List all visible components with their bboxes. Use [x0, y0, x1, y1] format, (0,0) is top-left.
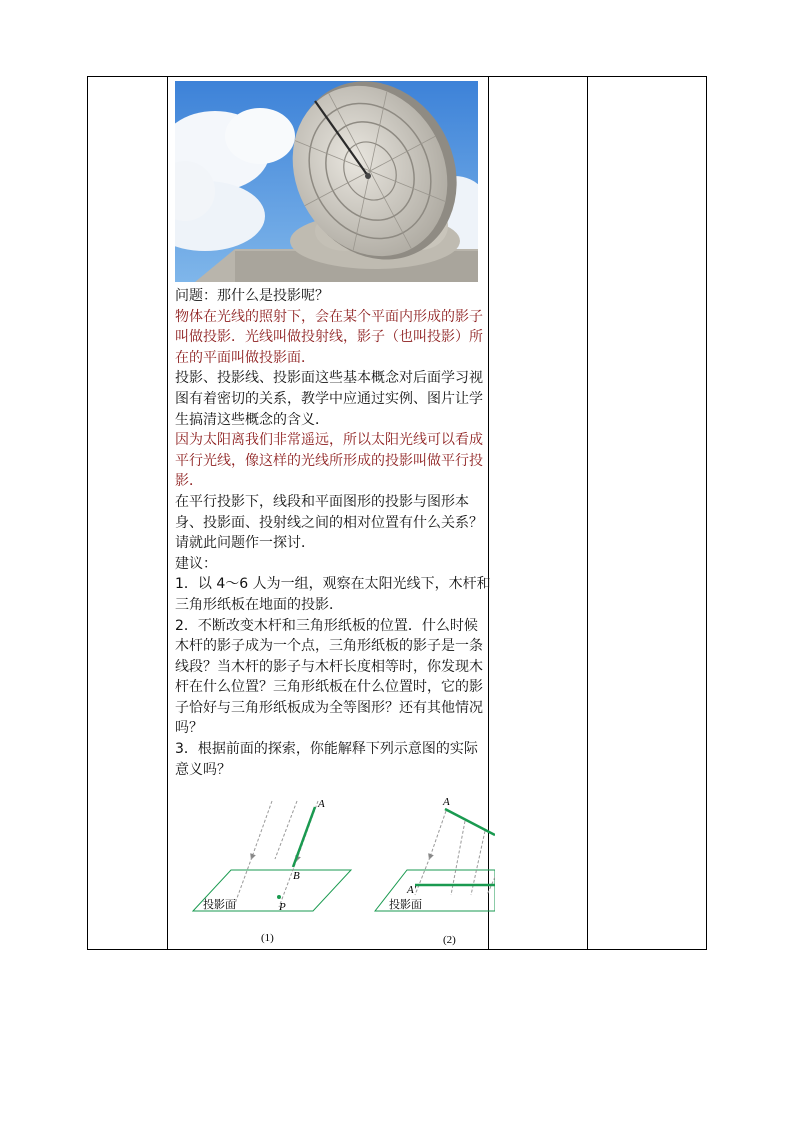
question-line: 问题：那什么是投影呢？	[175, 288, 329, 304]
suggestion-item: 2．不断改变木杆和三角形纸板的位置．什么时候木杆的影子成为一个点，三角形纸板的影子是一条线段？当木杆的影子与木杆长度相等时，你发现木杆在什么位置？三角形纸板在什么位置时，它的影子恰好与三角形纸板成为全等图形？还有其他情况吗？	[175, 617, 483, 737]
column-divider	[167, 77, 168, 949]
column-divider	[587, 77, 588, 949]
label-b: B	[293, 870, 300, 882]
label-a-prime: A′	[407, 884, 417, 896]
figure-caption: (1)	[261, 932, 274, 944]
figure-1	[193, 798, 351, 944]
concept-note: 投影、投影线、投影面这些基本概念对后面学习视图有着密切的关系，教学中应通过实例、图片让学生搞清这些概念的含义．	[175, 370, 483, 428]
suggestion-item: 3．根据前面的探索，你能解释下列示意图的实际意义吗？	[175, 741, 478, 778]
sundial-photo	[175, 81, 478, 282]
parallel-projection-definition: 因为太阳离我们非常遥远，所以太阳光线可以看成平行光线，像这样的光线所形成的投影叫做平行投影．	[175, 432, 483, 490]
suggestion-title: 建议：	[175, 555, 217, 572]
lesson-table	[87, 76, 707, 950]
suggestion-item: 1．以 4～6 人为一组，观察在太阳光线下，木杆和三角形纸板在地面的投影．	[175, 576, 491, 613]
lesson-text	[175, 286, 491, 780]
plane-label: 投影面	[389, 898, 422, 911]
discussion-question: 在平行投影下，线段和平面图形的投影与图形本身、投影面、投射线之间的相对位置有什么关系？请就此问题作一探讨．	[175, 493, 483, 552]
figure-caption: (2)	[443, 934, 456, 946]
projection-definition: 物体在光线的照射下，会在某个平面内形成的影子叫做投影．光线叫做投射线，影子（也叫投影）所在的平面叫做投影面．	[175, 308, 483, 366]
label-a: A	[318, 798, 325, 810]
content-cell	[169, 77, 569, 949]
projection-diagrams	[175, 787, 495, 949]
label-a: A	[443, 796, 450, 808]
figure-2	[375, 796, 495, 946]
plane-label: 投影面	[203, 898, 236, 911]
label-p: P	[279, 901, 286, 913]
